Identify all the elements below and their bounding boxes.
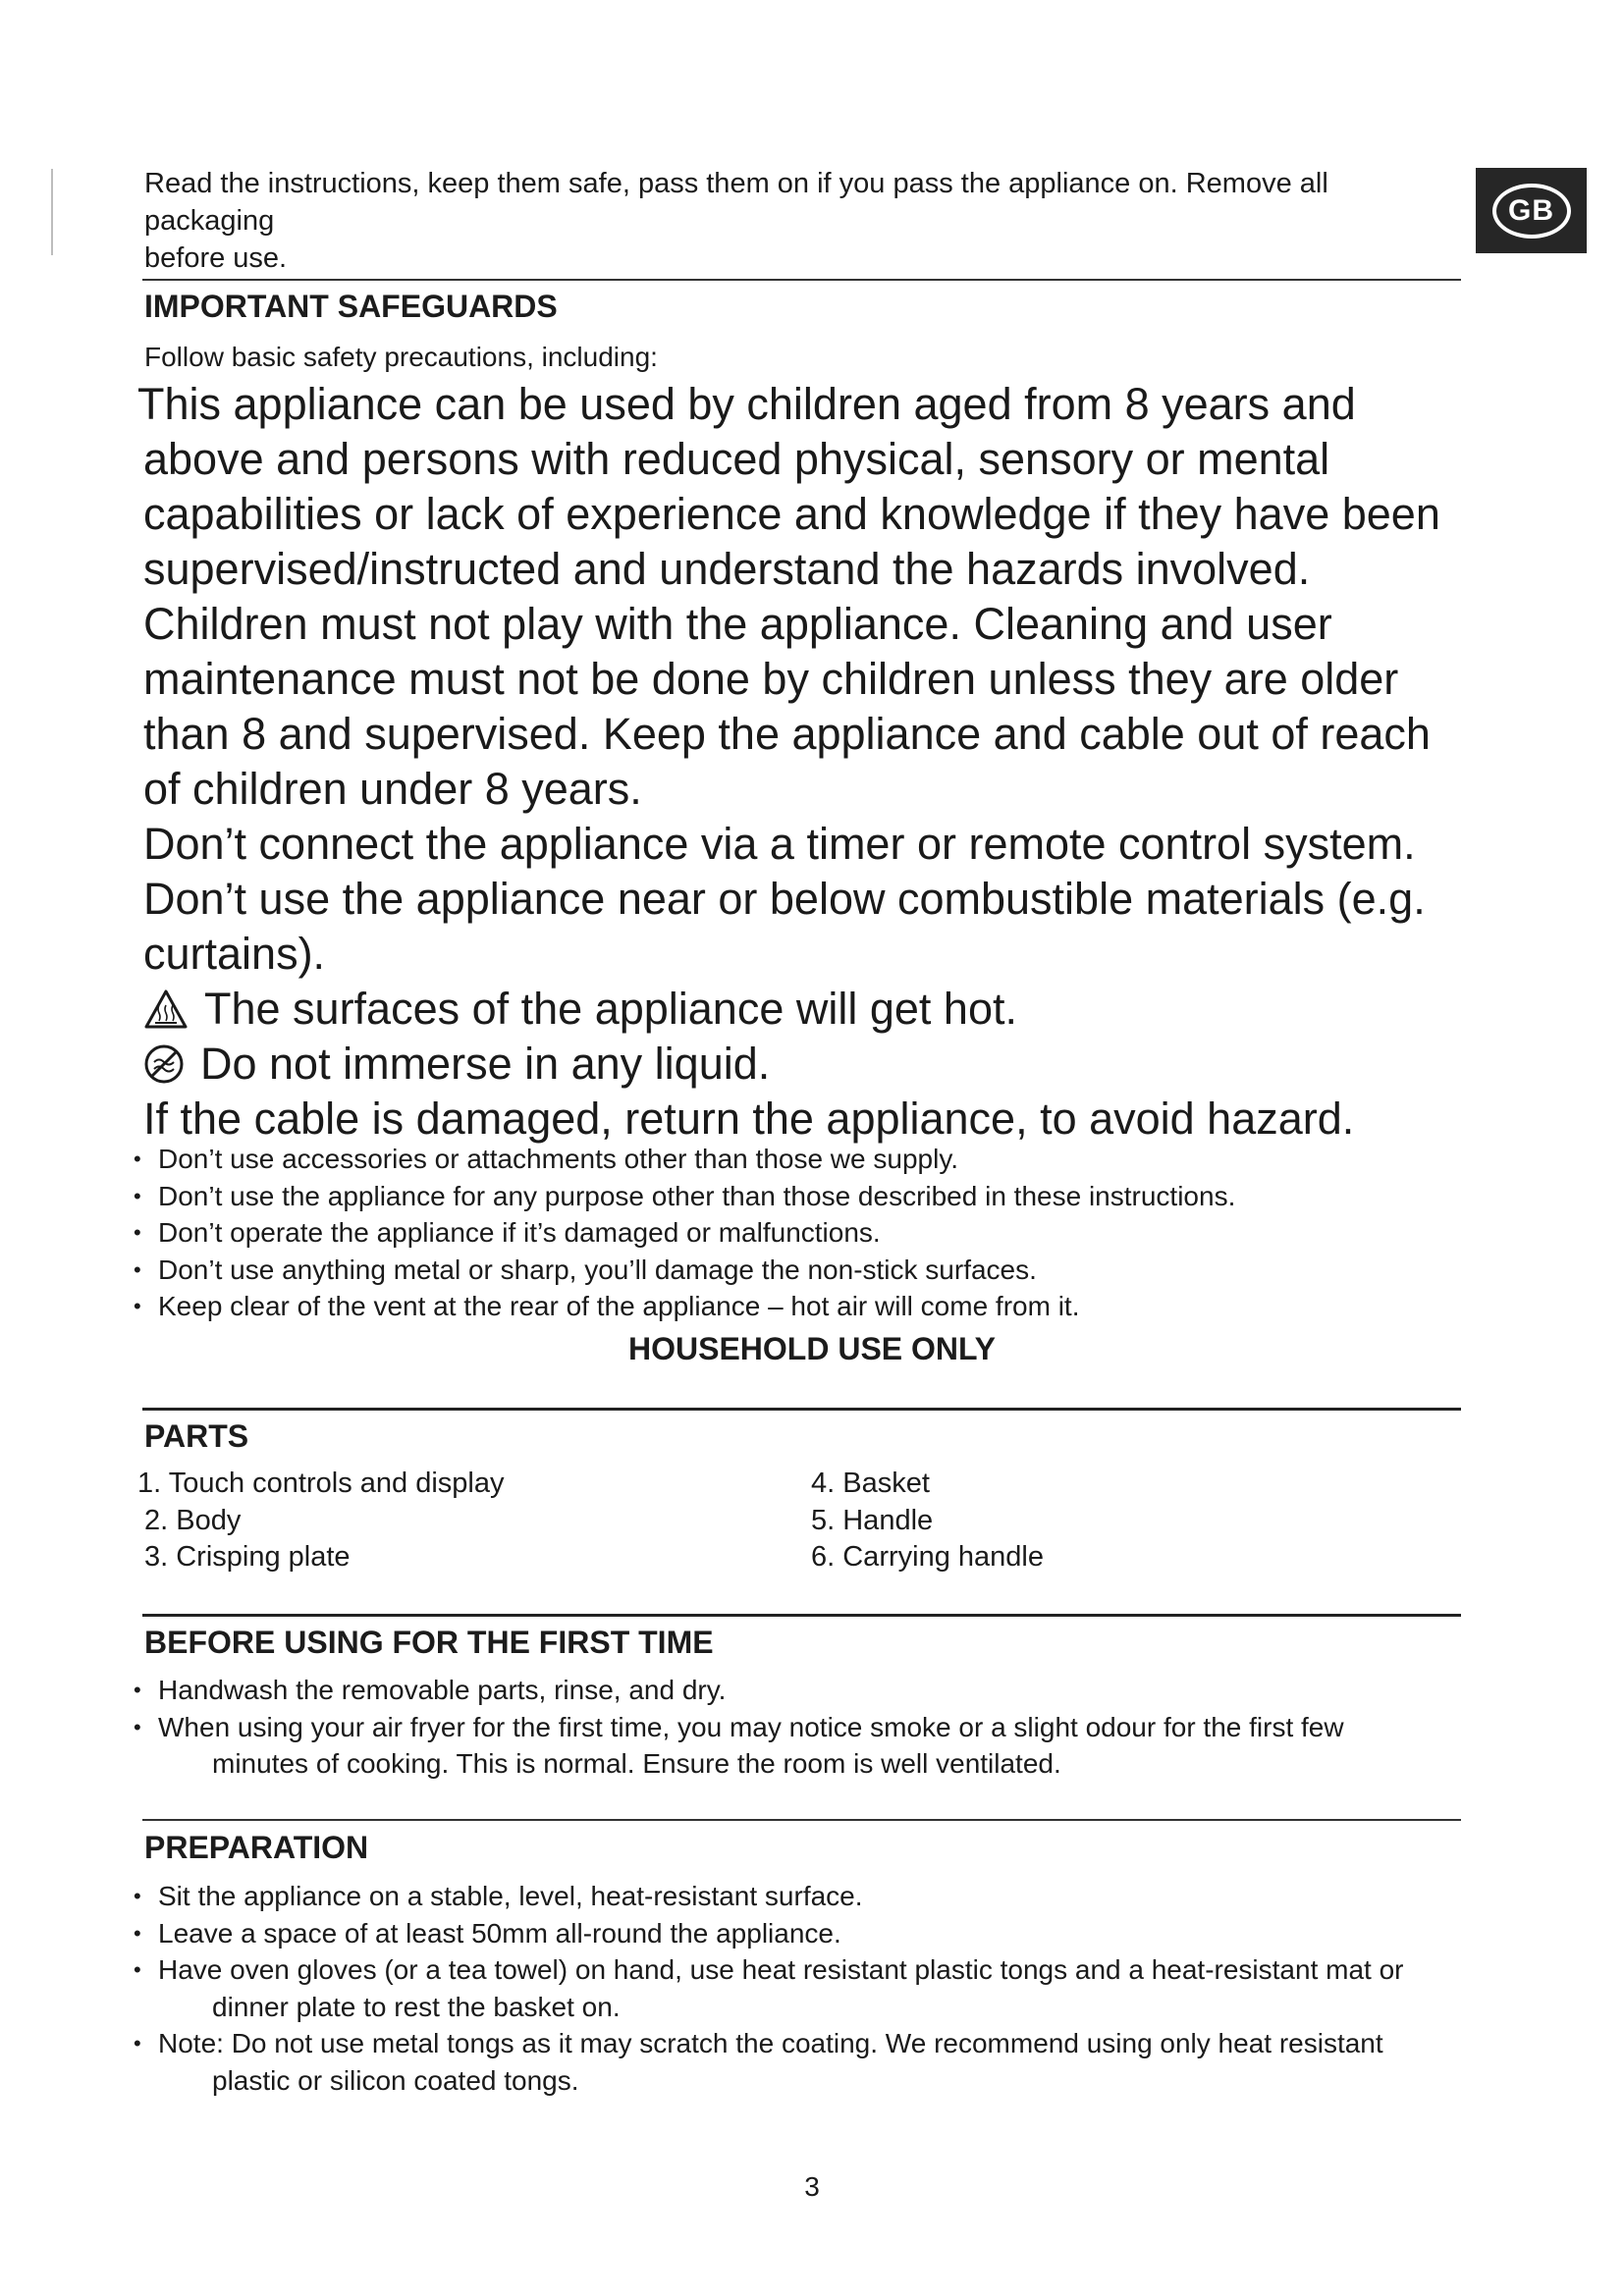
intro-line-1: Read the instructions, keep them safe, pass them on if you pass the appliance on. Remove all packaging (144, 168, 1328, 237)
list-item: 5. Handle (811, 1504, 934, 1536)
list-item: • Don’t operate the appliance if it’s damaged or malfunctions. (134, 1214, 1489, 1252)
list-item-text: Sit the appliance on a stable, level, heat-resistant surface. (158, 1881, 863, 1911)
preparation-heading: PREPARATION (144, 1830, 369, 1865)
parts-list-left (137, 1466, 504, 1576)
list-item: 1. Touch controls and display (137, 1468, 505, 1499)
large-line: Children must not play with the appliance. Cleaning and user (143, 599, 1332, 649)
list-item (134, 1709, 1489, 1783)
parts-heading: PARTS (144, 1418, 249, 1454)
cable-warning-line: If the cable is damaged, return the appliance, to avoid hazard. (143, 1094, 1355, 1144)
list-item (134, 1878, 1489, 1915)
list-item-continuation: plastic or silicon coated tongs. (212, 2064, 579, 2096)
list-item-text: Have oven gloves (or a tea towel) on hand, use heat resistant plastic tongs and a heat-resistant mat or (158, 1954, 1404, 1985)
hot-warning-line (137, 982, 1492, 1037)
list-item (134, 1915, 1489, 1952)
immerse-warning-text: Do not immerse in any liquid. (200, 1039, 771, 1089)
list-item-text: Note: Do not use metal tongs as it may scratch the coating. We recommend using only heat resistant (158, 2028, 1383, 2058)
section-rule-parts (142, 1408, 1461, 1411)
left-edge-line (51, 169, 53, 255)
list-item: • Don’t use the appliance for any purpose other than those described in these instructions. (134, 1178, 1489, 1215)
language-badge (1476, 168, 1587, 253)
large-line: Don’t use the appliance near or below combustible materials (e.g. (143, 874, 1426, 924)
list-item (134, 1951, 1489, 2025)
list-item-text: When using your air fryer for the first time, you may notice smoke or a slight odour for the first few (158, 1711, 1344, 1742)
list-item: 4. Basket (811, 1468, 930, 1499)
large-line: maintenance must not be done by children unless they are older (143, 654, 1399, 704)
list-item: 3. Crisping plate (144, 1541, 351, 1573)
safeguards-bullet-list (134, 1141, 1489, 1325)
large-line: curtains). (143, 929, 326, 979)
first-time-heading: BEFORE USING FOR THE FIRST TIME (144, 1625, 714, 1660)
safeguards-heading: IMPORTANT SAFEGUARDS (144, 289, 558, 324)
list-item-text: Handwash the removable parts, rinse, and dry. (158, 1675, 727, 1705)
large-line: supervised/instructed and understand the hazards involved. (143, 544, 1311, 594)
do-not-immerse-icon (143, 1043, 185, 1085)
intro-line-2: before use. (144, 242, 288, 274)
preparation-bullet-list (134, 1878, 1489, 2099)
large-line: than 8 and supervised. Keep the appliance and cable out of reach (143, 709, 1431, 759)
large-line: above and persons with reduced physical, sensory or mental (143, 434, 1330, 484)
list-item: • Don’t use anything metal or sharp, you’ll damage the non-stick surfaces. (134, 1252, 1489, 1289)
section-rule-safeguards (142, 279, 1461, 281)
safeguards-subheading: Follow basic safety precautions, including: (144, 342, 658, 372)
intro-text (144, 165, 1421, 277)
safeguards-large-text (137, 377, 1492, 1147)
list-item: • Keep clear of the vent at the rear of the appliance – hot air will come from it. (134, 1288, 1489, 1325)
hot-surface-warning-icon (143, 988, 189, 1030)
large-line: of children under 8 years. (143, 764, 642, 814)
list-item (134, 1672, 1489, 1709)
list-item (134, 2025, 1489, 2099)
list-item-text: Leave a space of at least 50mm all-round the appliance. (158, 1917, 841, 1949)
first-time-bullet-list (134, 1672, 1489, 1783)
list-item: 2. Body (144, 1504, 242, 1536)
parts-list-right (811, 1466, 1044, 1576)
large-line: Don’t connect the appliance via a timer or remote control system. (143, 819, 1416, 869)
page-number: 3 (804, 2171, 820, 2202)
hot-warning-text: The surfaces of the appliance will get hot. (204, 984, 1017, 1034)
large-line: capabilities or lack of experience and knowledge if they have been (143, 489, 1440, 539)
list-item-continuation: minutes of cooking. This is normal. Ensure the room is well ventilated. (212, 1748, 1061, 1779)
list-item-continuation: dinner plate to rest the basket on. (212, 1991, 621, 2022)
large-line: This appliance can be used by children aged from 8 years and (137, 379, 1356, 429)
immerse-warning-line (137, 1037, 1492, 1092)
language-badge-label: GB (1492, 184, 1571, 239)
list-item: • Don’t use accessories or attachments other than those we supply. (134, 1141, 1489, 1178)
household-use-heading: HOUSEHOLD USE ONLY (628, 1331, 996, 1366)
section-rule-first-time (142, 1614, 1461, 1617)
section-rule-preparation (142, 1819, 1461, 1821)
list-item: 6. Carrying handle (811, 1541, 1044, 1573)
